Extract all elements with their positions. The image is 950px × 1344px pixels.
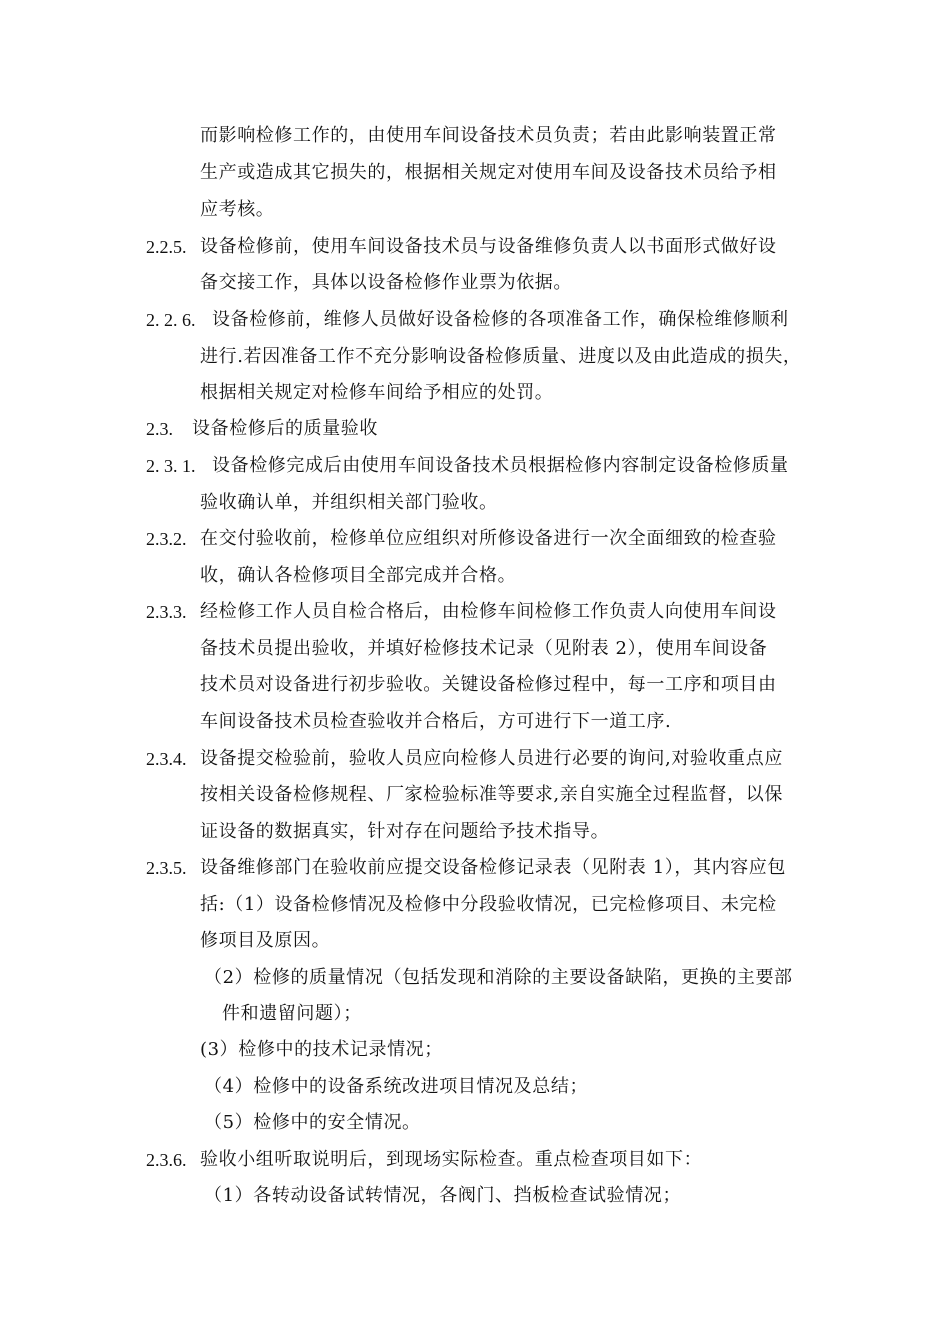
text-line: 设备检修前，维修人员做好设备检修的各项准备工作，确保检维修顺利 (212, 309, 789, 330)
text-line: 括:（1）设备检修情况及检修中分段验收情况，已完检修项目、未完检 (200, 894, 777, 915)
text-line: 生产或造成其它损失的，根据相关规定对使用车间及设备技术员给予相 (200, 162, 777, 183)
list-item: （4）检修中的设备系统改进项目情况及总结； (204, 1076, 589, 1097)
text-line: 技术员对设备进行初步验收。关键设备检修过程中，每一工序和项目由 (200, 674, 777, 695)
text-line: 设备检修完成后由使用车间设备技术员根据检修内容制定设备检修质量 (212, 455, 789, 476)
text-line: 设备维修部门在验收前应提交设备检修记录表（见附表 1），其内容应包 (200, 857, 786, 878)
section-number: 2.2.5. (146, 237, 187, 257)
text-line: 按相关设备检修规程、厂家检验标准等要求,亲自实施全过程监督，以保 (200, 784, 783, 805)
text-line: 证设备的数据真实，针对存在问题给予技术指导。 (200, 821, 610, 842)
text-line: 设备提交检验前，验收人员应向检修人员进行必要的询问,对验收重点应 (200, 748, 783, 769)
section-number: 2. 2. 6. (146, 310, 196, 330)
list-item: （1）各转动设备试转情况，各阀门、挡板检查试验情况； (204, 1185, 682, 1206)
text-line: 件和遗留问题）； (222, 1003, 362, 1024)
section-number: 2. 3. 1. (146, 456, 196, 476)
text-line: 而影响检修工作的，由使用车间设备技术员负责；若由此影响装置正常 (200, 125, 777, 146)
list-item: （2）检修的质量情况（包括发现和消除的主要设备缺陷，更换的主要部 (204, 967, 793, 988)
text-line: 设备检修前，使用车间设备技术员与设备维修负责人以书面形式做好设 (200, 236, 777, 257)
text-line: 应考核。 (200, 199, 275, 220)
text-line: 备交接工作，具体以设备检修作业票为依据。 (200, 272, 572, 293)
list-item: （5）检修中的安全情况。 (204, 1112, 421, 1133)
text-line: 经检修工作人员自检合格后，由检修车间检修工作负责人向使用车间设 (200, 601, 777, 622)
text-line: 修项目及原因。 (200, 930, 331, 951)
section-number: 2.3.4. (146, 749, 187, 769)
section-heading: 设备检修后的质量验收 (192, 418, 378, 439)
section-number: 2.3. (146, 419, 173, 439)
section-number: 2.3.3. (146, 602, 187, 622)
section-number: 2.3.6. (146, 1150, 187, 1170)
text-line: 收，确认各检修项目全部完成并合格。 (200, 565, 517, 586)
text-line: 备技术员提出验收，并填好检修技术记录（见附表 2），使用车间设备 (200, 638, 768, 659)
text-line: 验收小组听取说明后，到现场实际检查。重点检查项目如下： (200, 1149, 703, 1170)
list-item: (3）检修中的技术记录情况； (200, 1039, 443, 1060)
text-line: 进行.若因准备工作不充分影响设备检修质量、进度以及由此造成的损失， (200, 346, 802, 367)
section-number: 2.3.2. (146, 529, 187, 549)
text-line: 车间设备技术员检查验收并合格后，方可进行下一道工序. (200, 711, 672, 732)
section-number: 2.3.5. (146, 858, 187, 878)
text-line: 根据相关规定对检修车间给予相应的处罚。 (200, 382, 554, 403)
text-line: 验收确认单，并组织相关部门验收。 (200, 492, 498, 513)
text-line: 在交付验收前，检修单位应组织对所修设备进行一次全面细致的检查验 (200, 528, 777, 549)
